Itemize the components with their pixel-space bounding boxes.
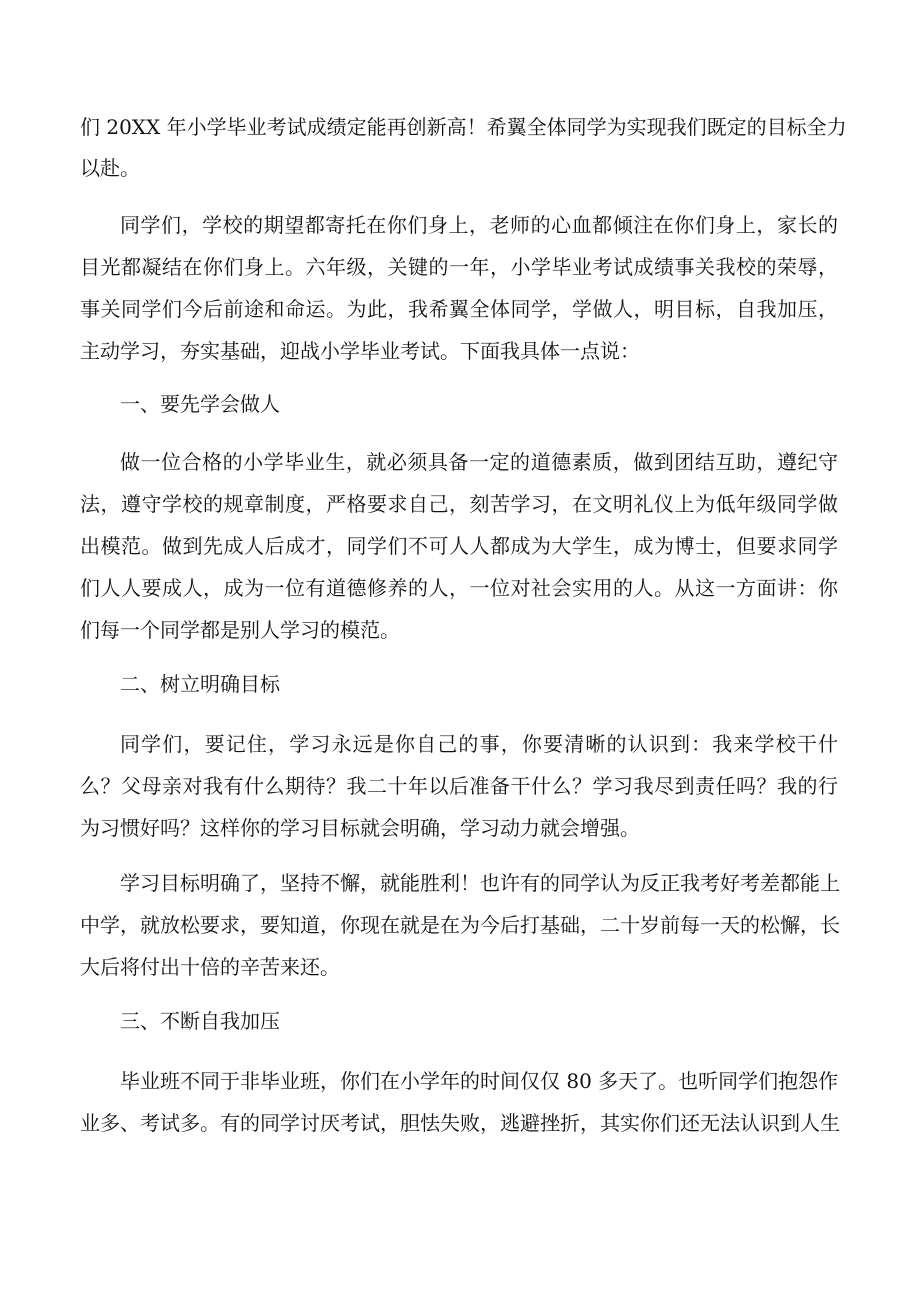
- paragraph-line: 们人人要成人，成为一位有道德修养的人，一位对社会实用的人。从这一方面讲：你: [80, 576, 838, 600]
- section-heading: 三、不断自我加压: [120, 1009, 280, 1033]
- section-heading: 一、要先学会做人: [120, 392, 280, 416]
- paragraph-line: 毕业班不同于非毕业班，你们在小学年的时间仅仅 80 多天了。也听同学们抱怨作: [120, 1069, 839, 1093]
- paragraph-line: 大后将付出十倍的辛苦来还。: [80, 955, 340, 979]
- paragraph-line: 主动学习，夯实基础，迎战小学毕业考试。下面我具体一点说：: [80, 339, 640, 363]
- paragraph-line: 为习惯好吗？这样你的学习目标就会明确，学习动力就会增强。: [80, 816, 640, 840]
- paragraph-line: 目光都凝结在你们身上。六年级，关键的一年，小学毕业考试成绩事关我校的荣辱，: [80, 255, 838, 279]
- paragraph-line: 业多、考试多。有的同学讨厌考试，胆怯失败，逃避挫折，其实你们还无法认识到人生: [80, 1111, 840, 1135]
- paragraph-line: 么？父母亲对我有什么期待？我二十年以后准备干什么？学习我尽到责任吗？我的行: [80, 774, 838, 798]
- paragraph-line: 事关同学们今后前途和命运。为此，我希翼全体同学，学做人，明目标，自我加压，: [80, 297, 838, 321]
- paragraph-line: 法，遵守学校的规章制度，严格要求自己，刻苦学习，在文明礼仪上为低年级同学做: [80, 492, 838, 516]
- paragraph-line: 以赴。: [80, 156, 140, 180]
- paragraph-line: 学习目标明确了，坚持不懈，就能胜利！也许有的同学认为反正我考好考差都能上: [120, 871, 840, 895]
- paragraph-line: 们 20XX 年小学毕业考试成绩定能再创新高！希翼全体同学为实现我们既定的目标全力: [80, 115, 847, 139]
- paragraph-line: 做一位合格的小学毕业生，就必须具备一定的道德素质，做到团结互助，遵纪守: [120, 450, 838, 474]
- section-heading: 二、树立明确目标: [120, 672, 280, 696]
- paragraph-line: 出模范。做到先成人后成才，同学们不可人人都成为大学生，成为博士，但要求同学: [80, 534, 838, 558]
- paragraph-line: 同学们，学校的期望都寄托在你们身上，老师的心血都倾注在你们身上，家长的: [120, 213, 838, 237]
- paragraph-line: 们每一个同学都是别人学习的模范。: [80, 618, 400, 642]
- paragraph-line: 中学，就放松要求，要知道，你现在就是在为今后打基础，二十岁前每一天的松懈，长: [80, 913, 840, 937]
- paragraph-line: 同学们，要记住，学习永远是你自己的事，你要清晰的认识到：我来学校干什: [120, 732, 838, 756]
